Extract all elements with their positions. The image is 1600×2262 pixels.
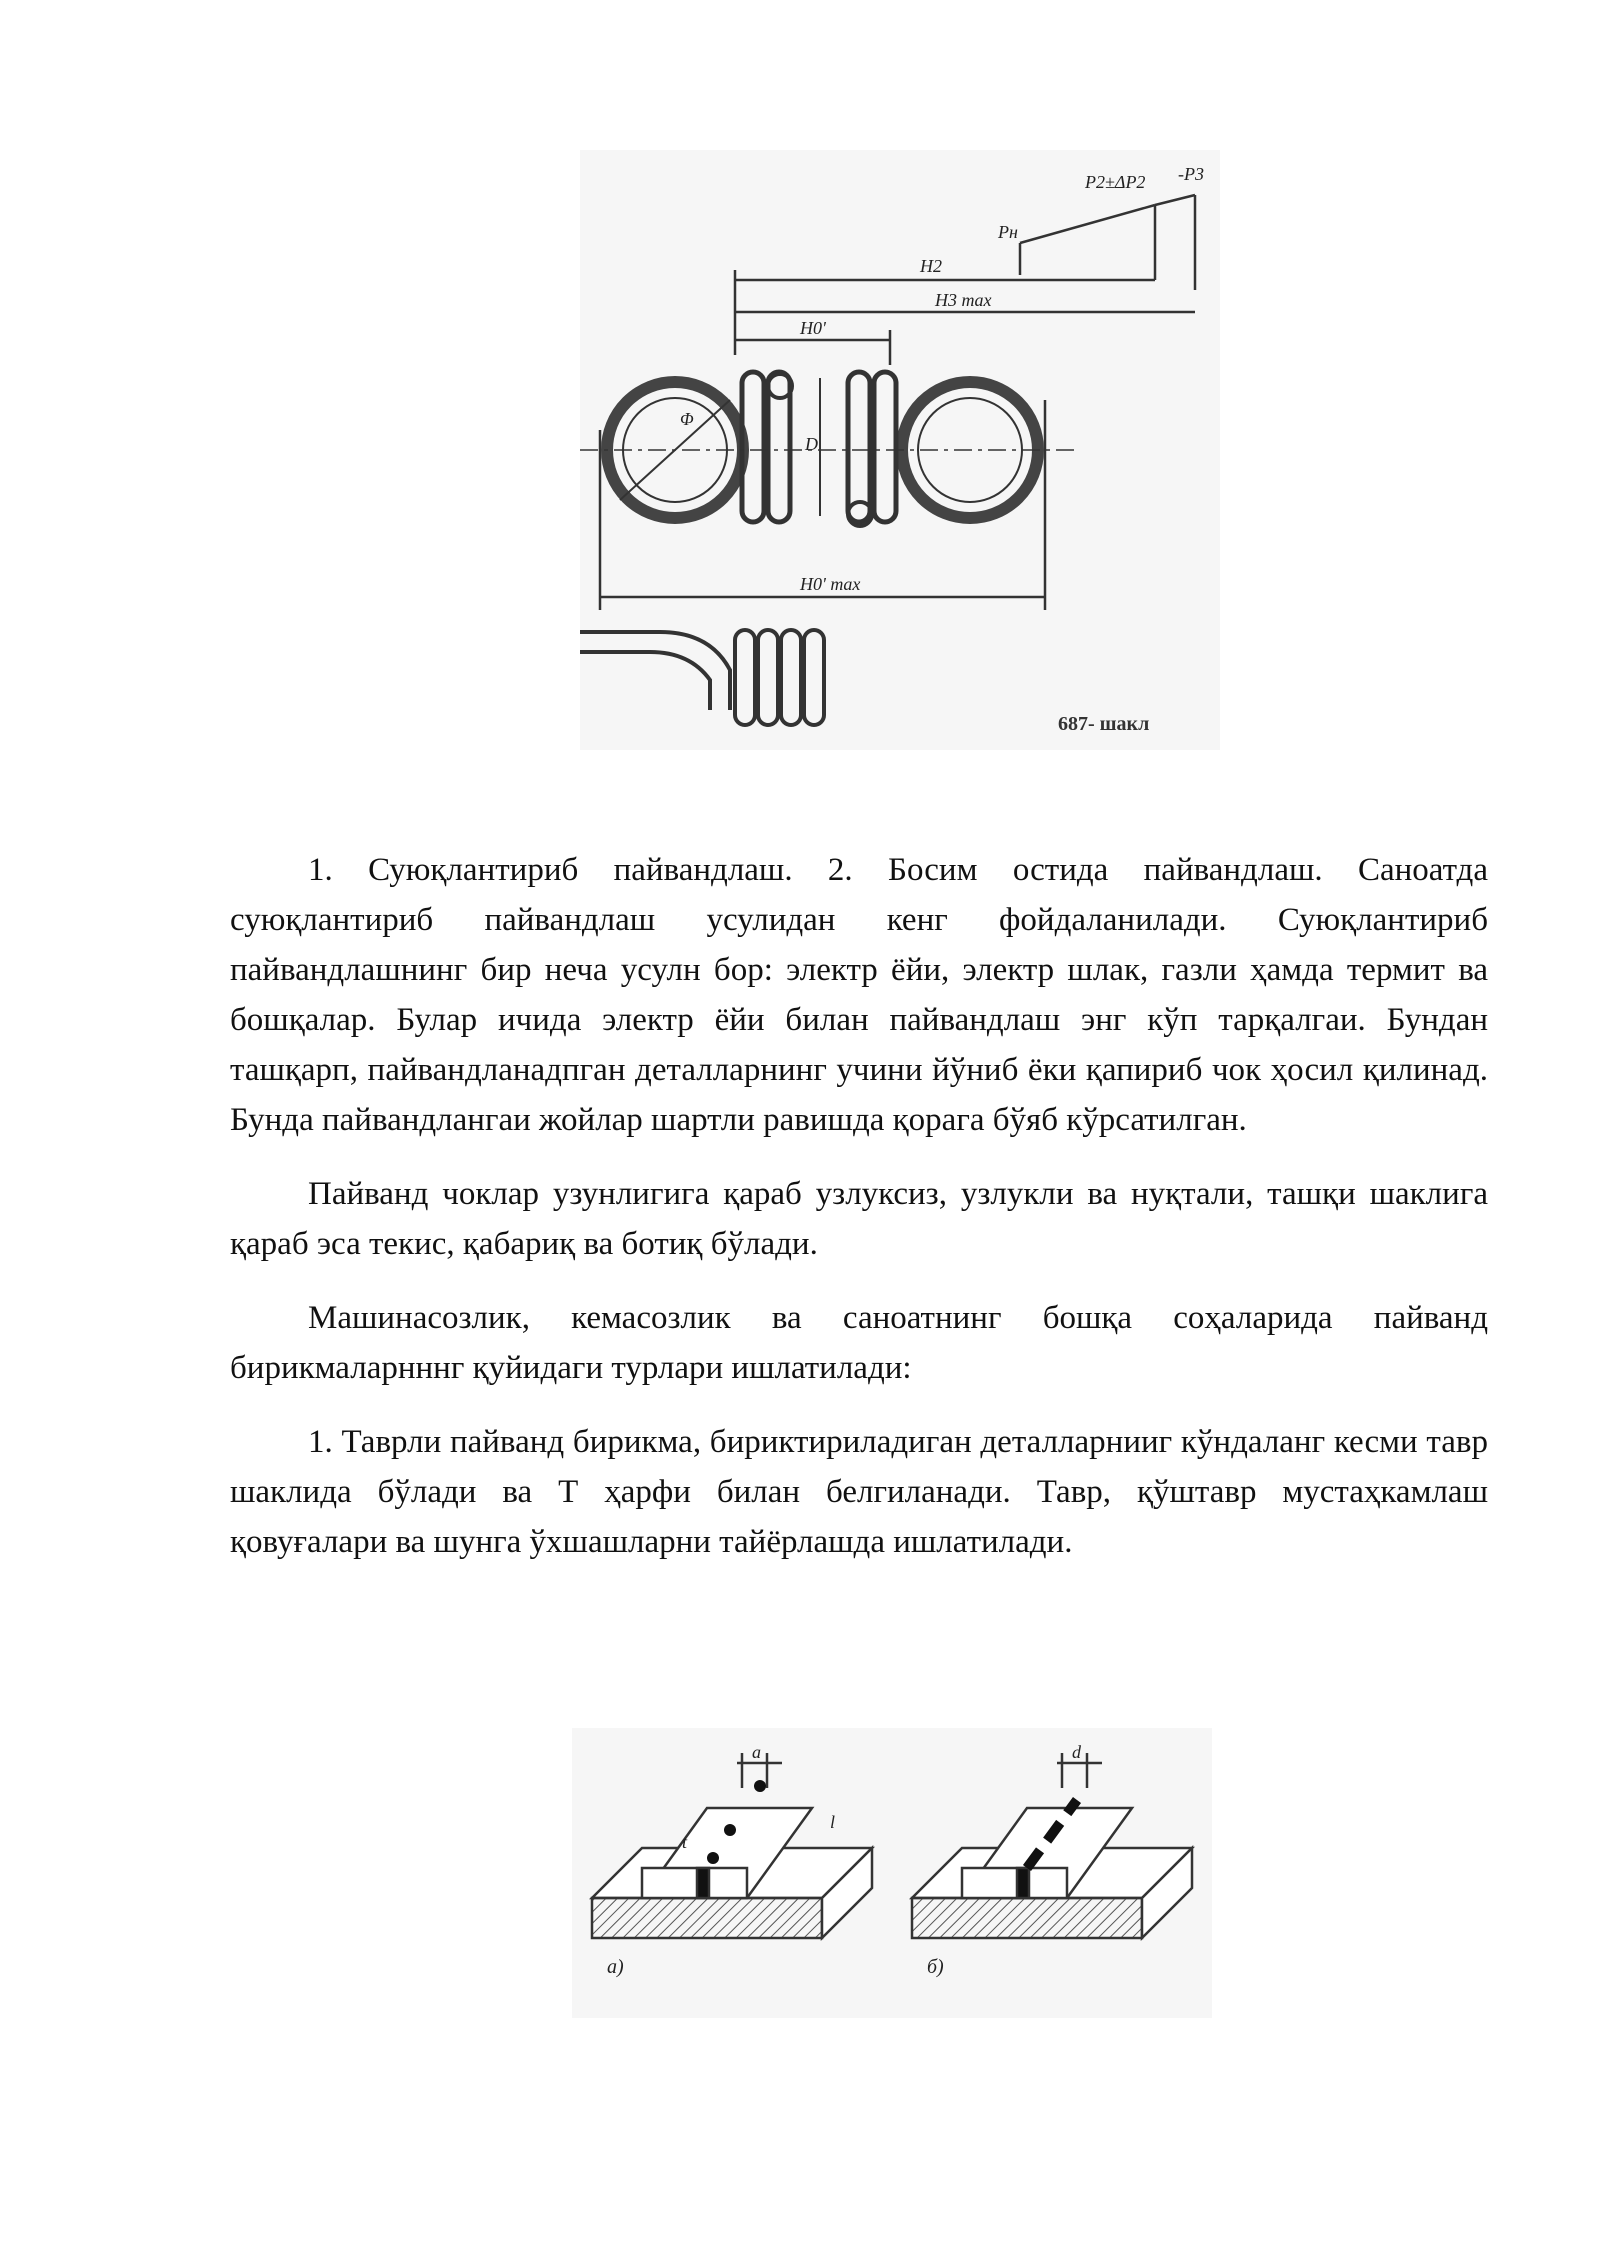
body-text [230, 845, 1488, 1591]
paragraph-1: 1. Суюқлантириб пайвандлаш. 2. Босим остида пайвандлаш. Саноатда суюқлантириб пайвандлаш усулидан кенг фойдаланилади. Суюқлантириб пайвандлашнинг бир неча усулн бор: электр ёйи, электр шлак, газли ҳамда термит ва бошқалар. Булар ичида электр ёйи билан пайвандлаш энг кўп тарқалгаи. Бундан ташқарп, пайвандланадпган деталларнинг учини йўниб ёки қапириб чок ҳосил қилинад. Бунда пайвандлангаи жойлар шартли равишда қорага бўяб кўрсатилган. [230, 852, 1488, 1138]
variant-a-label: а) [607, 1956, 624, 1978]
side-coil-2 [758, 630, 778, 725]
p3-label: -P3 [1178, 164, 1204, 184]
h0max-label: H0' max [800, 574, 861, 594]
side-coil-1 [735, 630, 755, 725]
variant-b-joint [912, 1753, 1192, 1938]
paragraph-3: Машинасозлик, кемасозлик ва саноатнинг бошқа соҳаларида пайванд бирикмаларнннг қуйидаги турлари ишлатилади: [230, 1300, 1488, 1386]
variant-b-label: б) [927, 1956, 944, 1978]
a-spot-weld-1 [724, 1824, 736, 1836]
side-view-hook-inner [580, 652, 710, 710]
t-joint-figure [572, 1728, 1212, 2018]
figure-caption: 687- шакл [1058, 713, 1150, 735]
h0-label: H0' [800, 318, 826, 338]
h2-label: H2 [920, 256, 942, 276]
a-spot-weld-2 [707, 1852, 719, 1864]
variant-a-joint [592, 1753, 872, 1938]
a-weld-section [697, 1868, 709, 1898]
side-coil-3 [781, 630, 801, 725]
a-spot-weld-3 [754, 1780, 766, 1792]
b-web-face [962, 1868, 1067, 1898]
p3-slope [1155, 195, 1195, 205]
d-dim-label: d [1072, 1742, 1081, 1762]
pn-label: Pн [998, 222, 1018, 242]
spring-drawing-figure [580, 150, 1220, 750]
b-base-section [912, 1898, 1142, 1938]
p2-label: P2±ΔP2 [1085, 172, 1146, 192]
paragraph-2: Пайванд чоклар узунлигига қараб узлуксиз, узлукли ва нуқтали, ташқи шаклига қараб эса текис, қабариқ ва ботиқ бўлади. [230, 1176, 1488, 1262]
d-big-label: D [805, 434, 818, 454]
l-dim-label: l [830, 1812, 836, 1832]
a-base-section [592, 1898, 822, 1938]
side-view-hook [580, 632, 730, 710]
phi-label: Φ [680, 409, 694, 429]
t-dim-label: t [682, 1832, 688, 1852]
side-coil-4 [804, 630, 824, 725]
a-web-face [642, 1868, 747, 1898]
a-dim-label: a [752, 1742, 761, 1762]
spring-drawing [580, 150, 1220, 750]
paragraph-4: 1. Таврли пайванд бирикма, бириктириладиган деталларнииг кўндаланг кесми тавр шаклида бўлади ва Т ҳарфи билан белгиланади. Тавр, қўштавр мустаҳкамлаш қовуғалари ва шунга ўхшашларни тайёрлашда ишлатилади. [230, 1424, 1488, 1560]
coil-3 [848, 372, 870, 522]
t-joint-drawing [572, 1728, 1212, 2018]
coil-4 [874, 372, 896, 522]
b-weld-section [1017, 1868, 1029, 1898]
load-slope [1020, 205, 1155, 243]
h3max-label: H3 max [935, 290, 992, 310]
